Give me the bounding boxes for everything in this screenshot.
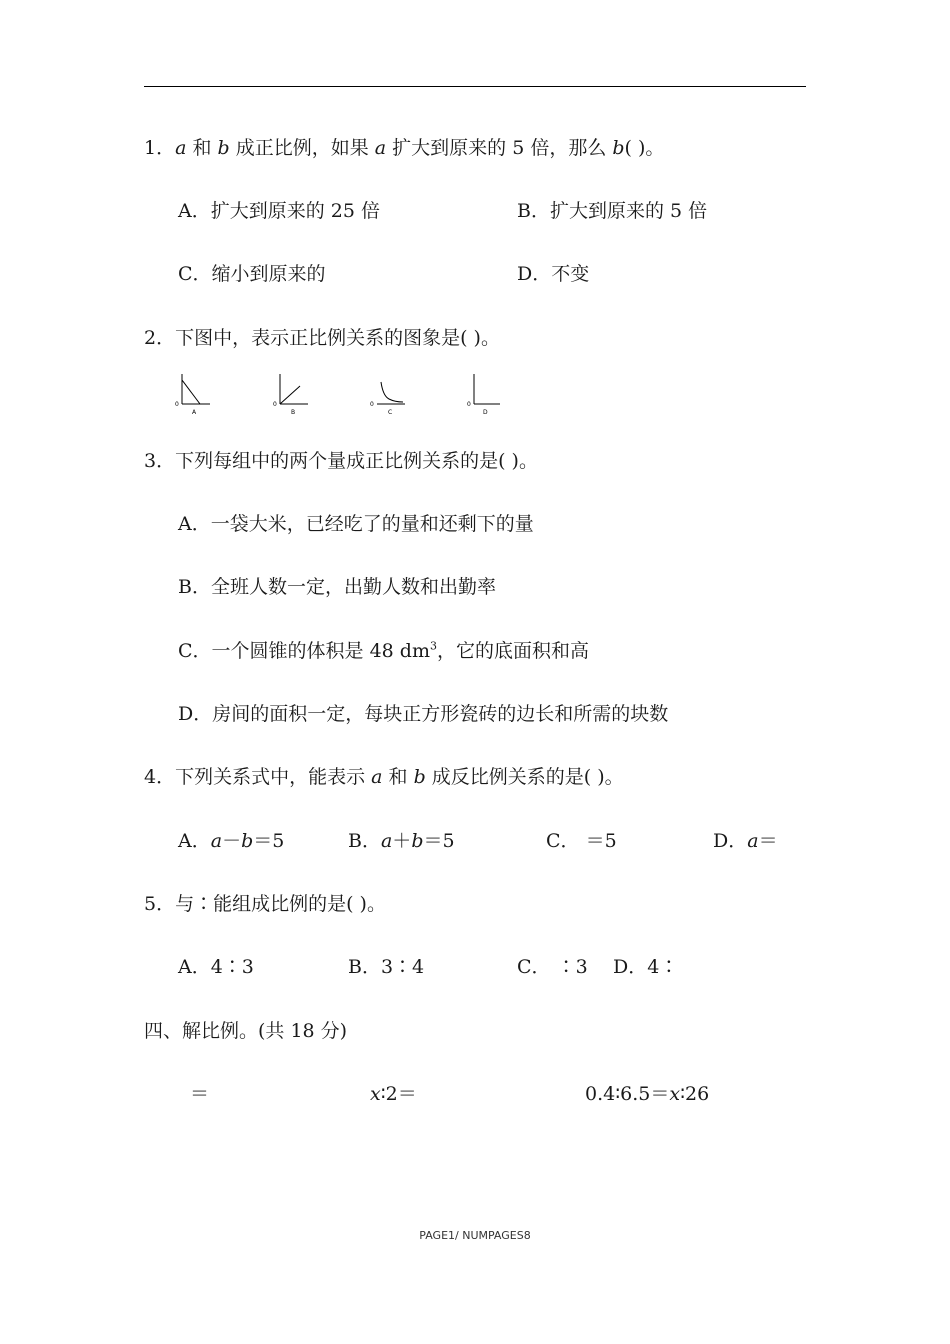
graph-origin: 0	[273, 401, 277, 408]
option-text: ＝5	[423, 830, 455, 852]
graph-label: A	[192, 409, 197, 416]
option-text: ，它的底面积和高	[436, 640, 589, 662]
graph-a	[172, 372, 220, 418]
q3-option-c	[178, 639, 589, 663]
graph-c	[367, 372, 415, 418]
operator: ＋	[392, 830, 412, 852]
question-4-stem	[144, 765, 624, 789]
graph-label: C	[388, 409, 393, 416]
q3-option-b: B．全班人数一定，出勤人数和出勤率	[178, 576, 496, 598]
page-footer: PAGE1/ NUMPAGES8	[419, 1229, 531, 1242]
equation-1: ＝	[190, 1083, 210, 1105]
graph-d	[464, 372, 512, 418]
graph-label: B	[291, 409, 296, 416]
q5-option-b: B．3∶4	[348, 956, 425, 978]
answer-blank: 成反比例关系的是( )。	[425, 766, 624, 788]
stem-text: 扩大到原来的 5 倍，那么	[386, 137, 613, 159]
var-b: b	[413, 766, 426, 788]
question-2-stem: 2．下图中，表示正比例关系的图象是( )。	[144, 327, 500, 349]
q4-option-b	[348, 829, 455, 853]
graph-label: D	[483, 409, 488, 416]
graph-origin: 0	[175, 401, 179, 408]
option-label: A．	[178, 830, 211, 852]
graph-b	[270, 372, 318, 418]
question-1-stem	[144, 136, 664, 160]
q3-option-a: A．一袋大米，已经吃了的量和还剩下的量	[178, 513, 534, 535]
equation-text: ∶26	[680, 1083, 710, 1105]
q1-option-a: A．扩大到原来的 25 倍	[178, 200, 380, 222]
equation-text: ∶2＝	[380, 1083, 417, 1105]
var-a: a	[371, 766, 383, 788]
q4-option-c: C． ＝5	[546, 830, 617, 852]
option-text: ＝5	[253, 830, 285, 852]
stem-text: 成正比例，如果	[229, 137, 375, 159]
var-b: b	[612, 137, 625, 159]
question-number: 1．	[144, 137, 176, 159]
graph-origin: 0	[467, 401, 471, 408]
var-a: a	[747, 830, 759, 852]
var-a: a	[374, 137, 387, 159]
var-x: x	[669, 1083, 681, 1105]
equation-3	[585, 1082, 709, 1106]
option-label: B．	[348, 830, 381, 852]
graph-origin: 0	[370, 401, 374, 408]
question-3-stem: 3．下列每组中的两个量成正比例关系的是( )。	[144, 450, 538, 472]
q1-option-b: B．扩大到原来的 5 倍	[517, 200, 708, 222]
option-text: C．一个圆锥的体积是 48 dm	[178, 640, 430, 662]
stem-text: 4．下列关系式中，能表示	[144, 766, 372, 788]
superscript: 3	[429, 639, 437, 653]
header-rule	[144, 86, 806, 87]
q3-option-d: D．房间的面积一定，每块正方形瓷砖的边长和所需的块数	[178, 703, 669, 725]
var-b: b	[241, 830, 254, 852]
question-5-stem: 5．与∶能组成比例的是( )。	[144, 893, 386, 915]
q1-option-d: D．不变	[517, 263, 590, 285]
section-4-title: 四、解比例。(共 18 分)	[144, 1020, 348, 1042]
var-a: a	[175, 137, 187, 159]
option-text: ＝	[758, 830, 778, 852]
answer-blank: ( )。	[624, 137, 665, 159]
operator: －	[222, 830, 242, 852]
equation-2	[370, 1082, 417, 1106]
var-a: a	[210, 830, 223, 852]
var-b: b	[217, 137, 230, 159]
stem-text: 和	[382, 766, 414, 788]
var-x: x	[370, 1083, 381, 1105]
var-a: a	[380, 830, 393, 852]
q4-option-a	[178, 829, 284, 853]
option-label: D．	[713, 830, 748, 852]
q4-option-d	[713, 829, 778, 853]
q5-option-c: C． ∶3	[517, 956, 588, 978]
q5-option-d: D．4∶	[613, 956, 679, 978]
q1-option-c: C．缩小到原来的	[178, 263, 326, 285]
stem-text: 和	[186, 137, 218, 159]
q5-option-a: A．4∶3	[178, 956, 254, 978]
var-b: b	[411, 830, 424, 852]
equation-text: 0.4∶6.5＝	[585, 1083, 670, 1105]
